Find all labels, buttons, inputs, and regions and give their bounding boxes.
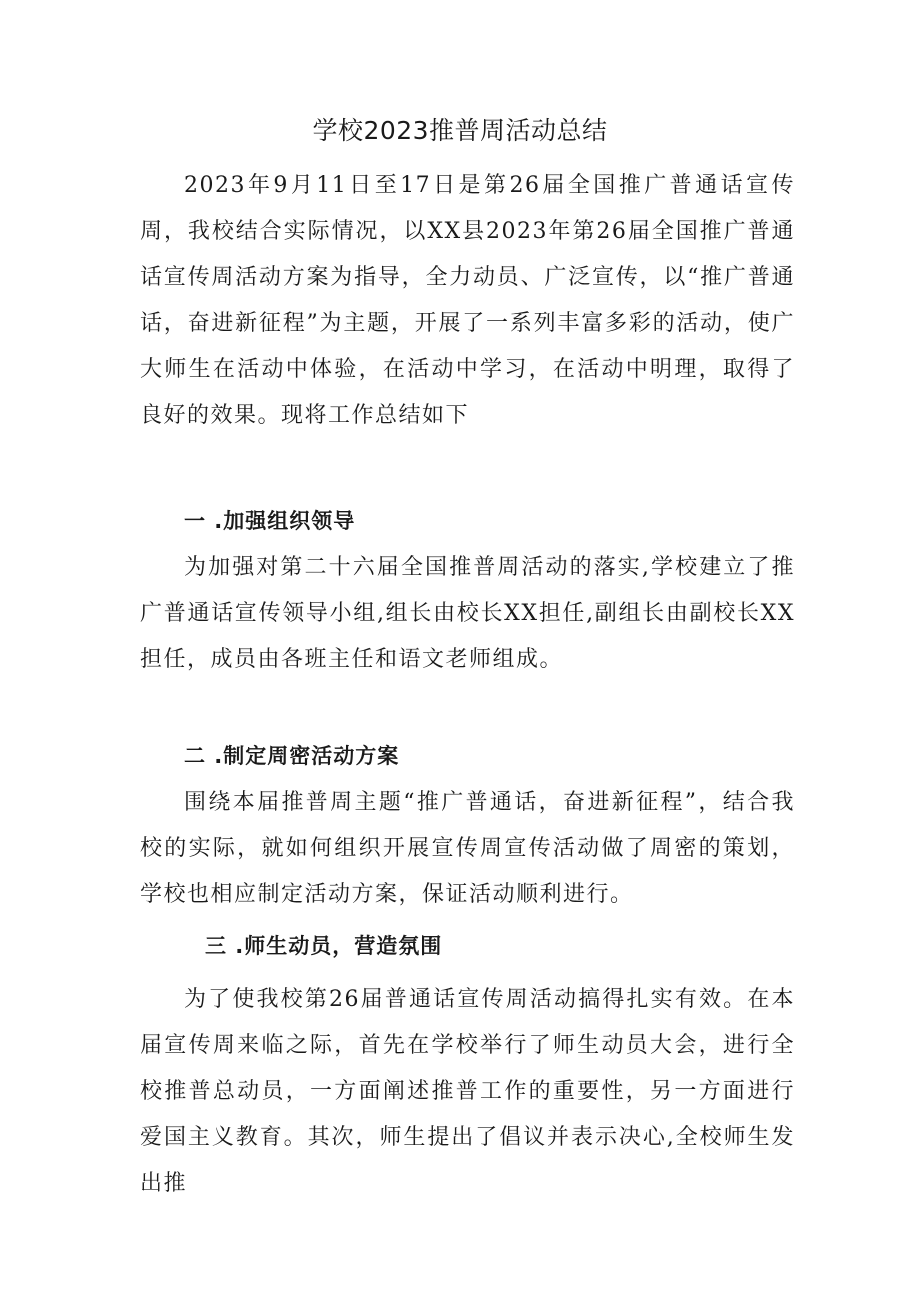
section-3-body: 为了使我校第26届普通话宣传周活动搞得扎实有效。在本届宣传周来临之际，首先在学校举行了师生动员大会，进行全校推普总动员，一方面阐述推普工作的重要性，另一方面进行爱国主义教育。其次，师生提出了倡议并表示决心,全校师生发出推 [140, 987, 795, 1196]
document-title: 学校2023推普周活动总结 [312, 116, 608, 145]
section-2-body: 围绕本届推普周主题“推广普通话，奋进新征程”，结合我校的实际，就如何组织开展宣传周宣传活动做了周密的策划，学校也相应制定活动方案，保证活动顺利进行。 [140, 790, 795, 907]
section-1-heading: 一 .加强组织领导 [184, 509, 356, 533]
section-2-heading: 二 .制定周密活动方案 [184, 744, 400, 768]
intro-paragraph: 2023年9月11日至17日是第26届全国推广普通话宣传周，我校结合实际情况，以XX县2023年第26届全国推广普通话宣传周活动方案为指导，全力动员、广泛宣传，以“推广普通话，奋进新征程”为主题，开展了一系列丰富多彩的活动，使广大师生在活动中体验，在活动中学习，在活动中明理，取得了良好的效果。现将工作总结如下 [140, 173, 795, 428]
section-3-heading: 三 .师生动员，营造氛围 [205, 934, 443, 958]
section-1-body: 为加强对第二十六届全国推普周活动的落实,学校建立了推广普通话宣传领导小组,组长由校长XX担任,副组长由副校长XX担任，成员由各班主任和语文老师组成。 [140, 555, 795, 672]
